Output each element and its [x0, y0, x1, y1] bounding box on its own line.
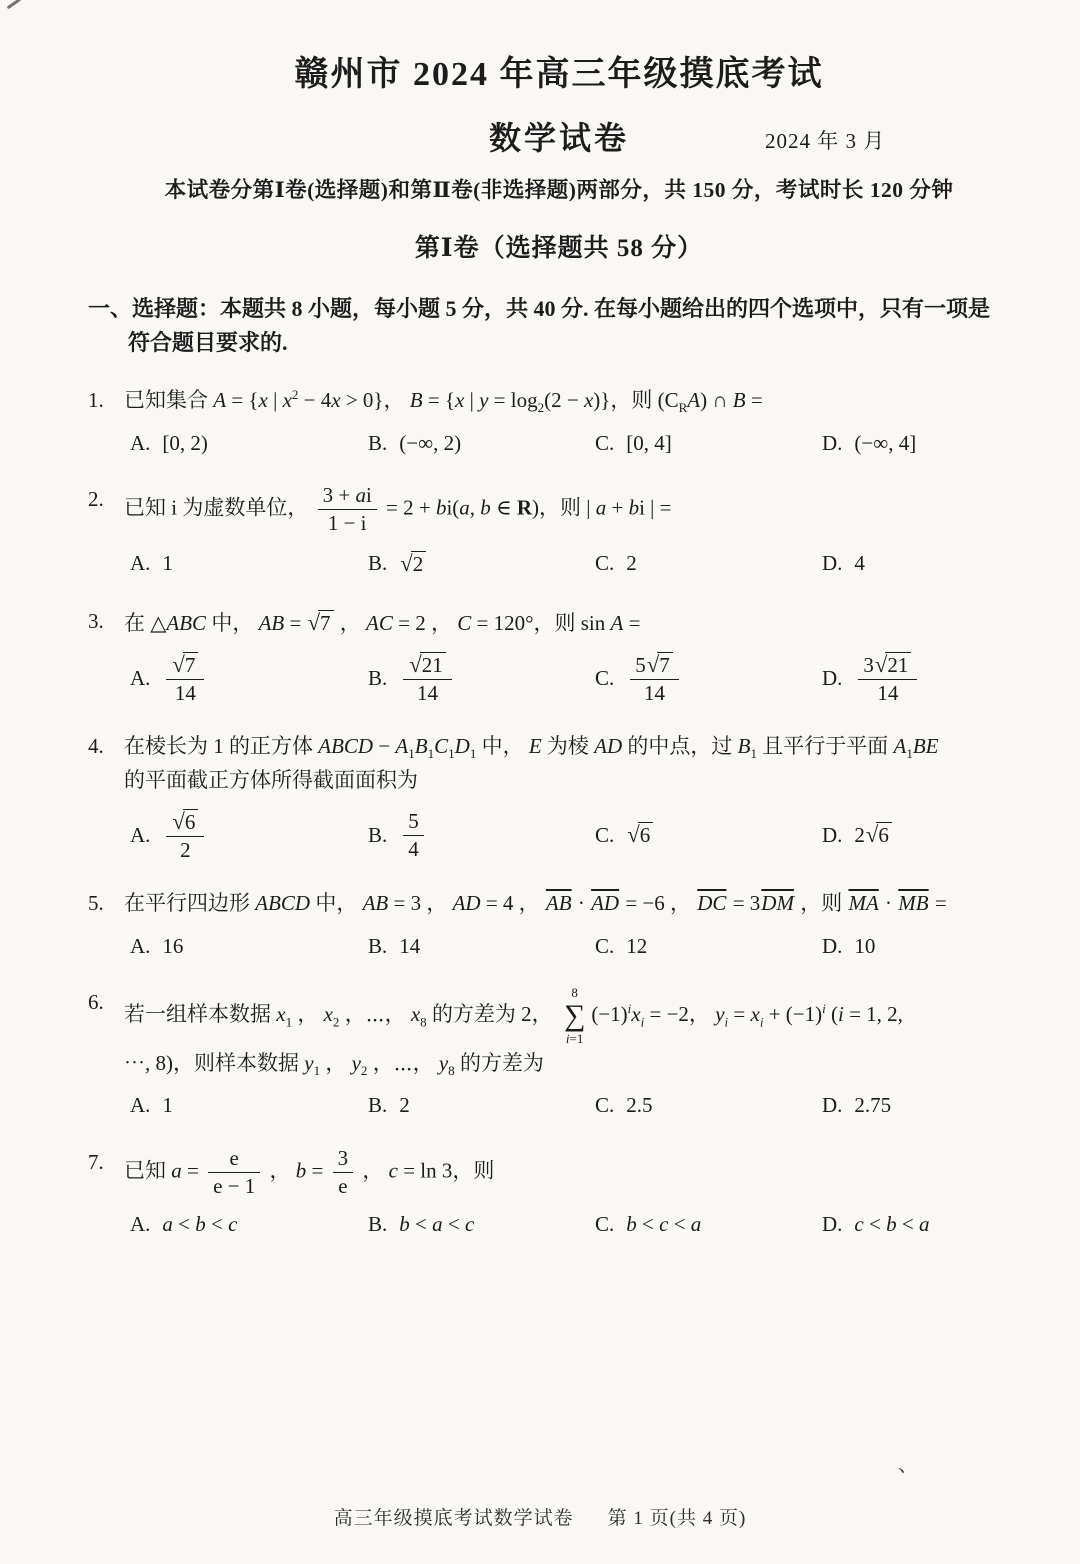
- option-label: C.: [595, 665, 615, 690]
- option-A: [130, 931, 368, 963]
- option-label: B.: [368, 665, 388, 690]
- option-value: 12: [626, 933, 648, 958]
- option-value: 2√6: [854, 818, 892, 852]
- question-number: 7.: [88, 1149, 104, 1174]
- options-row: [130, 1090, 1030, 1122]
- page-title: 赣州市 2024 年高三年级摸底考试: [294, 56, 824, 93]
- option-label: D.: [822, 1093, 843, 1118]
- option-value: [0, 4]: [626, 430, 672, 455]
- option-label: D.: [822, 665, 843, 690]
- section-instructions: [88, 292, 1030, 360]
- option-D: [822, 818, 1030, 852]
- option-B: [368, 809, 595, 862]
- option-value: 2: [399, 1093, 410, 1118]
- option-label: C.: [595, 1212, 615, 1237]
- option-label: D.: [822, 430, 843, 455]
- option-value: 2: [626, 550, 637, 575]
- option-label: A.: [130, 1093, 151, 1118]
- option-A: [130, 808, 368, 863]
- option-label: D.: [822, 1212, 843, 1237]
- option-A: [130, 1090, 368, 1122]
- option-D: [822, 428, 1030, 460]
- option-value: $\frac{3√21}{14}$: [854, 651, 921, 706]
- question-stem-text: 若一组样本数据 $x_1$ ， $x_2$ ，⋯， $x_8$ 的方差为 2， 8 ∑ i=1 $(-1)^ix_i = -2$， $y_i = x_i + (-1)^i$ (i = 1, 2,: [124, 985, 903, 1047]
- question: [88, 1146, 1030, 1241]
- option-A: [130, 428, 368, 460]
- option-C: [595, 548, 822, 580]
- option-value: 2.5: [626, 1093, 653, 1118]
- option-label: D.: [822, 933, 843, 958]
- question: [88, 483, 1030, 580]
- option-label: A.: [130, 430, 151, 455]
- option-label: C.: [595, 822, 615, 847]
- question-stem-line: [88, 730, 1030, 764]
- option-label: B.: [368, 430, 388, 455]
- question: [88, 986, 1030, 1122]
- options-row: [130, 428, 1030, 460]
- questions: [88, 384, 1030, 1240]
- option-label: B.: [368, 1093, 388, 1118]
- option-B: [368, 931, 595, 963]
- option-label: C.: [595, 430, 615, 455]
- question-stem-text: 在棱长为 1 的正方体 ABCD − $A_1B_1C_1D_1$ 中， E 为棱 AD 的中点，过 $B_1$ 且平行于平面 $A_1BE$: [124, 734, 939, 762]
- option-value: $\frac{√21}{14}$: [399, 651, 455, 706]
- option-D: [822, 931, 1030, 963]
- option-B: [368, 428, 595, 460]
- question-stem-text: 已知集合 A = {x | $x^2 - 4x > 0$}， B = {x | $y = \log_2(2 - x)$}，则 $(C_RA)$ ∩ B =: [124, 387, 763, 416]
- option-A: [130, 548, 368, 580]
- option-value: 14: [399, 933, 421, 958]
- option-value: [0, 2): [162, 430, 208, 455]
- option-value: √6: [626, 818, 654, 852]
- option-C: [595, 428, 822, 460]
- option-label: D.: [822, 550, 843, 575]
- page-footer: [0, 1503, 1080, 1530]
- option-label: B.: [368, 933, 388, 958]
- option-value: 1: [162, 550, 173, 575]
- exam-subject-title: 数学试卷: [488, 120, 629, 156]
- question-number: 2.: [88, 487, 104, 512]
- question-stem-line: [88, 887, 1030, 921]
- option-value: c < b < a: [854, 1212, 930, 1237]
- question: [88, 887, 1030, 962]
- option-A: [130, 1209, 368, 1241]
- option-value: b < a < c: [399, 1212, 475, 1237]
- option-D: [822, 1090, 1030, 1122]
- options-row: [130, 931, 1030, 963]
- option-label: B.: [368, 550, 388, 575]
- option-value: √2: [399, 547, 427, 581]
- option-label: A.: [130, 822, 151, 847]
- option-value: b < c < a: [626, 1212, 702, 1237]
- question-number: 1.: [88, 388, 104, 413]
- option-value: (−∞, 2): [399, 430, 462, 455]
- question-stem-line: [88, 1146, 1030, 1199]
- scan-artifact-mark: [7, 0, 22, 9]
- option-value: $\frac{5√7}{14}$: [626, 651, 682, 706]
- option-value: 16: [162, 933, 184, 958]
- option-label: B.: [368, 822, 388, 847]
- option-label: C.: [595, 933, 615, 958]
- option-value: 1: [162, 1093, 173, 1118]
- option-label: A.: [130, 1212, 151, 1237]
- question-stem-text: 在平行四边形 ABCD 中， AB = 3 ， AD = 4 ， $\overline{AB} \cdot \overline{AD} = -6$ ， $\overline{DC} = 3\overline{DM}$ ，则 $\overline{MA} \cdot \overline{MB}$ =: [124, 890, 947, 915]
- question-stem-line: [88, 384, 1030, 418]
- question-stem-text: 已知 a = $\frac{e}{e - 1}$ ， b = $\frac{3}{e}$ ， c = ln 3，则: [124, 1145, 495, 1198]
- question-number: 6.: [88, 990, 104, 1015]
- option-value: $\frac{5}{4}$: [399, 809, 428, 862]
- question-stem-text: 已知 i 为虚数单位， $\frac{3 + ai}{1 - i}$ = 2 + bi(a, b ∈ R)，则 | a + bi | =: [124, 483, 672, 536]
- footer-page-number: 第 1 页(共 4 页): [607, 1508, 747, 1529]
- option-label: C.: [595, 1093, 615, 1118]
- footer-document-title: 高三年级摸底考试数学试卷: [333, 1508, 574, 1529]
- option-value: 2.75: [854, 1093, 892, 1118]
- option-C: [595, 931, 822, 963]
- option-value: (−∞, 4]: [854, 430, 917, 455]
- option-C: [595, 818, 822, 852]
- option-label: A.: [130, 550, 151, 575]
- question-number: 3.: [88, 608, 104, 633]
- question-stem-line: [88, 605, 1030, 641]
- option-label: C.: [595, 550, 615, 575]
- question: [88, 730, 1030, 863]
- question-stem-text: 在 △ABC 中， AB = √7 ， AC = 2 ， C = 120°，则 sin A =: [124, 609, 641, 635]
- options-row: [130, 547, 1030, 581]
- question-stem-line: [88, 986, 1030, 1047]
- option-value: $\frac{√6}{2}$: [162, 808, 208, 863]
- option-value: 4: [854, 550, 865, 575]
- question-stem-text: 的平面截正方体所得截面面积为: [124, 767, 418, 792]
- option-A: [130, 651, 368, 706]
- options-row: [130, 651, 1030, 706]
- option-B: [368, 1209, 595, 1241]
- question-number: 5.: [88, 890, 104, 915]
- instruction-line: 符合题目要求的.: [128, 330, 288, 356]
- option-C: [595, 1090, 822, 1122]
- option-B: [368, 547, 595, 581]
- option-value: 10: [854, 933, 876, 958]
- instruction-line: 一、选择题：本题共 8 小题，每小题 5 分，共 40 分. 在每小题给出的四个选项中，只有一项是: [88, 296, 991, 321]
- option-value: $\frac{√7}{14}$: [162, 651, 208, 706]
- scan-mark-comma: 、: [898, 1454, 918, 1476]
- options-row: [130, 1209, 1030, 1241]
- question-number: 4.: [88, 734, 104, 759]
- question-stem-text: ⋯, 8)，则样本数据 $y_1$ ， $y_2$ ，⋯， $y_8$ 的方差为: [124, 1050, 544, 1078]
- section-title: 第Ⅰ卷（选择题共 58 分）: [414, 235, 704, 262]
- question-stem-line: [88, 1047, 1030, 1081]
- option-label: A.: [130, 665, 151, 690]
- options-row: [130, 808, 1030, 863]
- question: [88, 384, 1030, 459]
- option-C: [595, 651, 822, 706]
- question-stem-line: [88, 483, 1030, 536]
- option-label: B.: [368, 1212, 388, 1237]
- option-label: A.: [130, 933, 151, 958]
- option-label: D.: [822, 822, 843, 847]
- exam-info: 本试卷分第Ⅰ卷(选择题)和第Ⅱ卷(非选择题)两部分，共 150 分，考试时长 120 分钟: [164, 178, 954, 202]
- exam-date: 2024 年 3 月: [765, 129, 886, 153]
- question: [88, 605, 1030, 707]
- option-C: [595, 1209, 822, 1241]
- option-D: [822, 548, 1030, 580]
- option-D: [822, 1209, 1030, 1241]
- option-B: [368, 1090, 595, 1122]
- question-stem-line: [88, 764, 1030, 798]
- subtitle-row: [88, 113, 1030, 159]
- option-B: [368, 651, 595, 706]
- option-D: [822, 651, 1030, 706]
- option-value: a < b < c: [162, 1212, 238, 1237]
